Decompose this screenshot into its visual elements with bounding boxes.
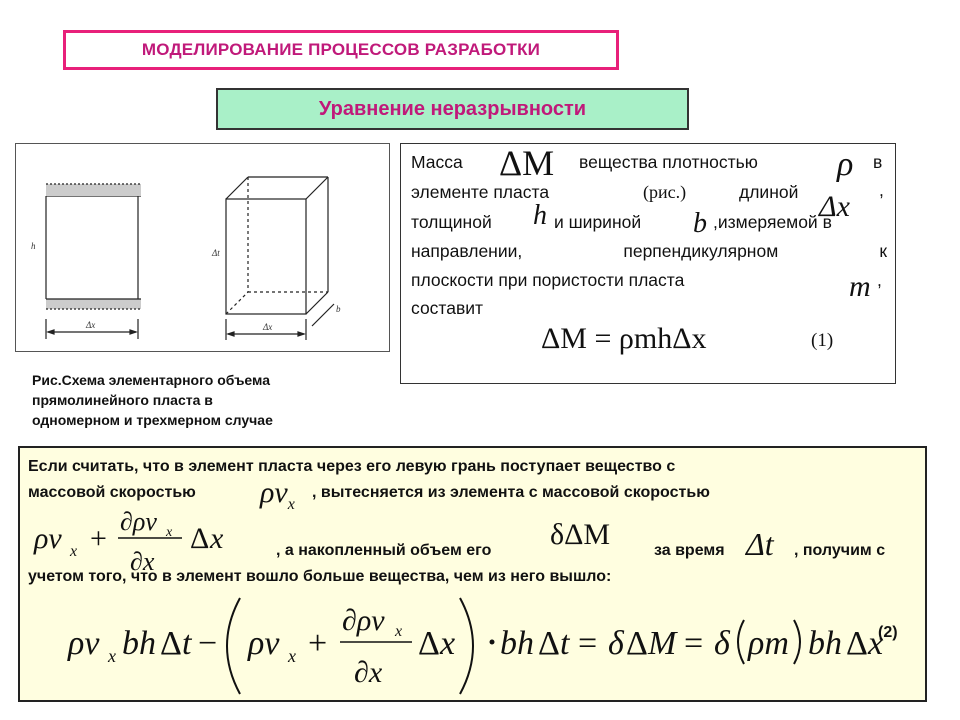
svg-text:Δ: Δ <box>160 625 182 662</box>
svg-text:+: + <box>308 625 328 662</box>
formula-b: b <box>693 208 707 239</box>
fig-label-b-right: b <box>336 304 341 314</box>
section-title: МОДЕЛИРОВАНИЕ ПРОЦЕССОВ РАЗРАБОТКИ <box>141 40 541 59</box>
slide-subtitle: Уравнение неразрывности <box>318 97 587 120</box>
def-text: и шириной <box>554 212 642 232</box>
mass-definition-box <box>400 143 896 384</box>
svg-text:x: x <box>868 625 884 662</box>
def-text: толщиной <box>411 212 492 232</box>
svg-text:∂x: ∂x <box>130 547 155 576</box>
equation-2-svg <box>64 590 904 702</box>
balance-line-3b: за время <box>654 542 725 559</box>
svg-text:∂ρv: ∂ρv <box>342 604 385 637</box>
svg-text:Δ: Δ <box>538 625 560 662</box>
svg-text:x: x <box>395 623 403 640</box>
balance-line-4: учетом того, что в элемент вошло больше вещества, чем из него вышло: <box>28 568 612 585</box>
def-text: , <box>877 270 882 290</box>
svg-text:Δ: Δ <box>846 625 868 662</box>
svg-text:∂x: ∂x <box>354 656 383 689</box>
def-text: ,измеряемой в <box>713 212 832 232</box>
caption-line-3: одномерном и трехмерном случае <box>32 412 273 428</box>
svg-text:ρv: ρv <box>34 522 62 555</box>
svg-text:x: x <box>70 543 78 560</box>
balance-line-3a: , а накопленный объем его <box>276 542 492 559</box>
caption-line-1: Рис.Схема элементарного объема <box>32 372 270 388</box>
svg-text:x: x <box>166 525 173 540</box>
svg-text:t: t <box>182 625 192 662</box>
slide-subtitle-box <box>216 88 689 130</box>
svg-text:δ: δ <box>608 625 624 662</box>
svg-text:Δ: Δ <box>190 522 210 555</box>
balance-line-3c: , получим с <box>794 542 886 559</box>
svg-text:bh: bh <box>500 625 534 662</box>
svg-text:M: M <box>648 625 677 662</box>
one-dimensional-element <box>46 184 141 339</box>
element-volume-drawing <box>16 144 389 351</box>
fig-label-dx-right: Δx <box>263 322 273 332</box>
def-text: элементе пласта <box>411 182 550 202</box>
equation-1: ΔM = ρmhΔx <box>541 322 707 355</box>
svg-text:bh: bh <box>122 625 156 662</box>
svg-text:bh: bh <box>808 625 842 662</box>
fig-label-h-right: Δt <box>212 248 220 258</box>
def-line-6 <box>411 298 483 319</box>
def-text: к <box>879 241 887 261</box>
svg-text:δ: δ <box>714 625 730 662</box>
equation-2-number: (2) <box>878 624 898 641</box>
svg-text:ρv: ρv <box>248 625 280 662</box>
def-text: , <box>879 180 884 200</box>
svg-text:x: x <box>108 646 116 666</box>
svg-text:Δ: Δ <box>626 625 648 662</box>
formula-delta-x: Δx <box>819 190 850 223</box>
def-text: Масса <box>411 152 463 172</box>
fig-label-h-left: h <box>31 241 36 251</box>
svg-text:Δ: Δ <box>418 625 440 662</box>
formula-delta-t: Δt <box>746 526 774 562</box>
formula-h: h <box>533 200 547 231</box>
equation-1-number: (1) <box>811 330 834 351</box>
svg-text:−: − <box>198 625 218 662</box>
def-text: вещества плотностью <box>579 152 758 172</box>
def-line-1 <box>411 143 887 183</box>
caption-line-2: прямолинейного пласта в <box>32 392 213 408</box>
def-text: длиной <box>739 182 799 202</box>
formula-rho: ρ <box>837 146 854 183</box>
section-header <box>63 30 619 70</box>
svg-text:ρv: ρv <box>68 625 100 662</box>
svg-text:x: x <box>440 625 456 662</box>
svg-text:=: = <box>684 625 704 662</box>
def-text: плоскости при пористости пласта <box>411 270 685 290</box>
def-line-4 <box>411 241 887 262</box>
formula-outflow-rate <box>32 506 272 576</box>
svg-text:x: x <box>288 646 296 666</box>
def-text: направлении, <box>411 241 523 261</box>
def-text: перпендикулярном <box>623 241 779 261</box>
balance-line-1: Если считать, что в элемент пласта через его левую грань поступает вещество с <box>28 458 676 475</box>
formula-delta-delta-m: δΔM <box>550 518 611 551</box>
element-volume-figure <box>15 143 390 352</box>
balance-line-2a: массовой скоростью <box>28 484 196 501</box>
mass-balance-box <box>18 446 927 702</box>
def-line-5 <box>411 270 887 303</box>
three-dimensional-element <box>226 177 334 340</box>
figure-reference: (рис.) <box>643 182 687 202</box>
equation-2 <box>64 590 904 702</box>
svg-text:t: t <box>560 625 570 662</box>
def-text: составит <box>411 298 484 318</box>
formula-delta-m: ΔM <box>499 143 555 183</box>
def-text: в <box>873 152 883 172</box>
svg-text:=: = <box>578 625 598 662</box>
fig-label-dx-left: Δx <box>86 320 96 330</box>
formula-rho-vx: $\rho v_x$ <box>260 476 295 513</box>
svg-text:∂ρv: ∂ρv <box>120 507 157 536</box>
formula-outflow-svg <box>32 506 272 576</box>
svg-text:+: + <box>90 522 107 555</box>
formula-m: m <box>849 270 871 303</box>
balance-line-2b: , вытесняется из элемента с массовой скоростью <box>312 484 710 501</box>
svg-text:x: x <box>210 522 224 555</box>
figure-caption <box>32 370 372 430</box>
svg-text:ρm: ρm <box>748 625 789 662</box>
